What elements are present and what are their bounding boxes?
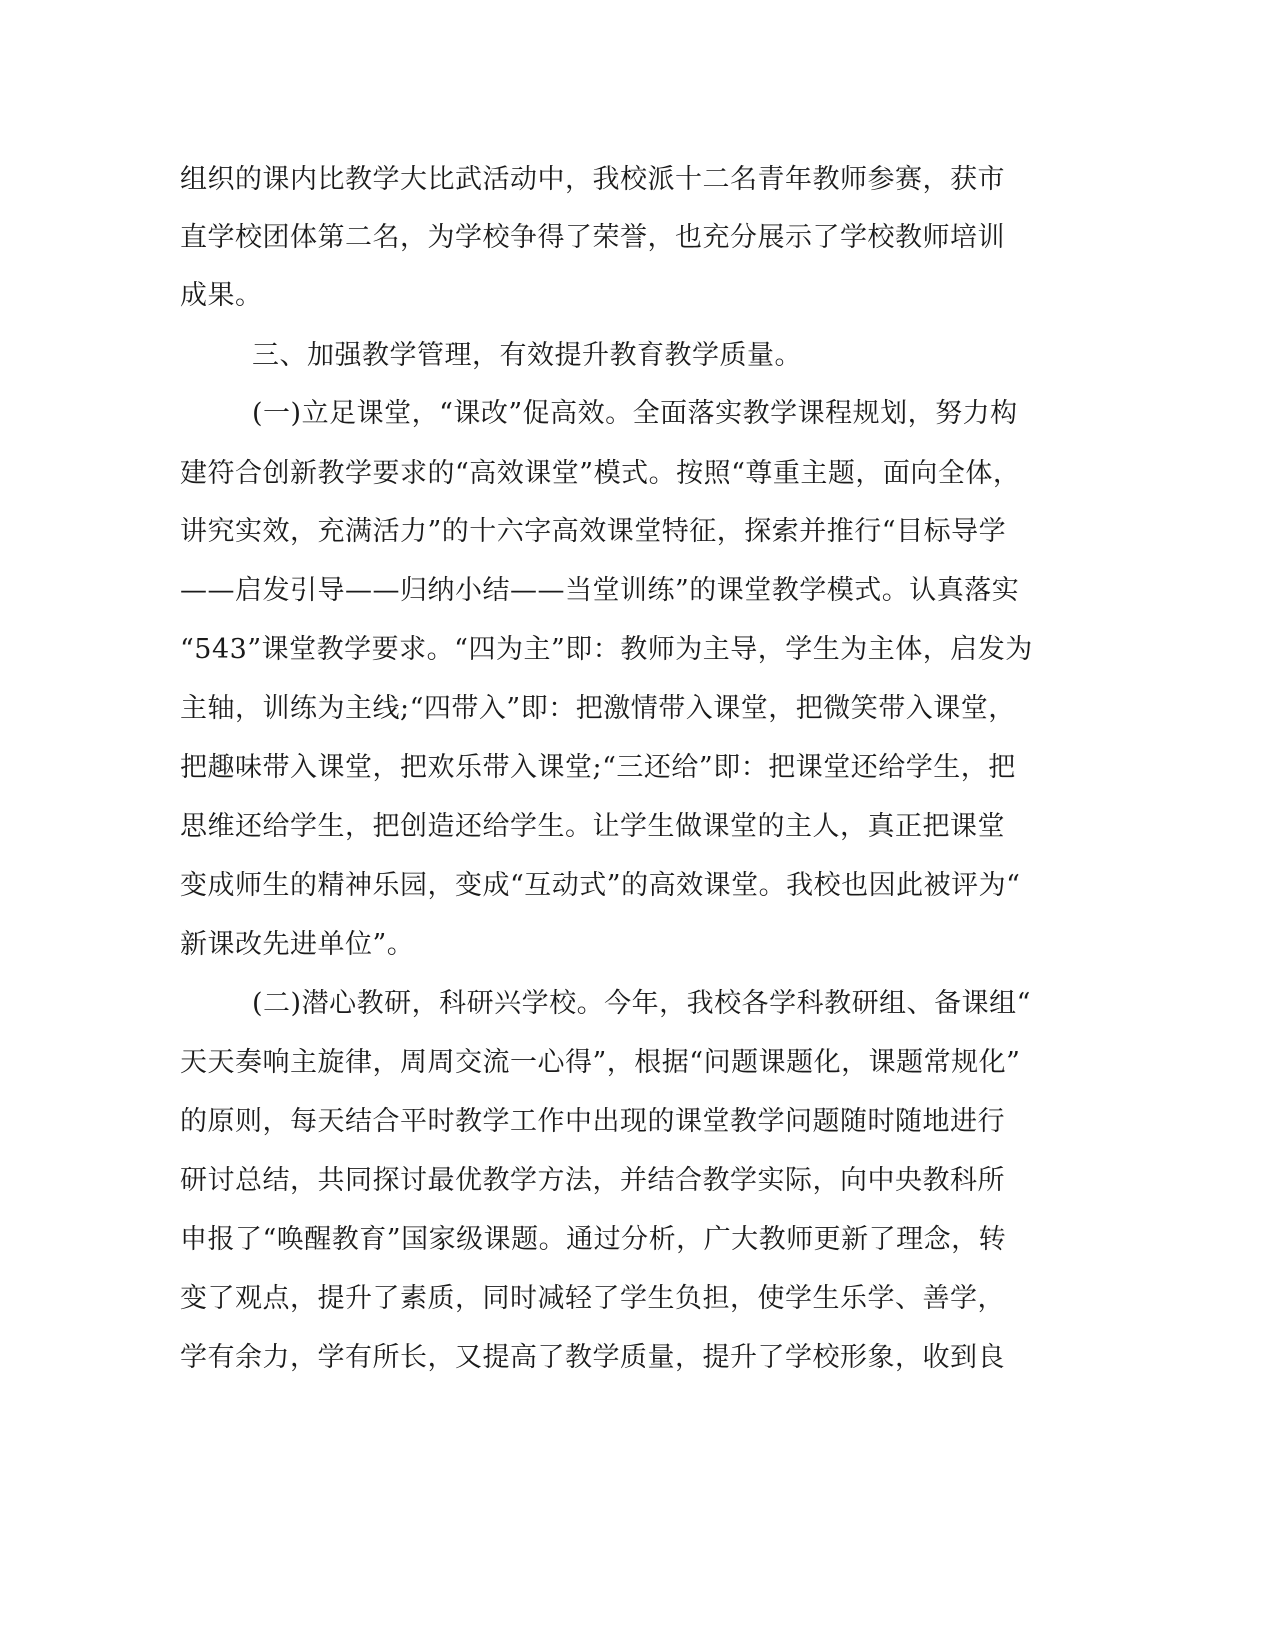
text-line-10: 主轴，训练为主线;“四带入”即：把激情带入课堂，把微笑带入课堂， [180,693,1016,724]
text-line-16: 天天奏响主旋律，周周交流一心得”，根据“问题课题化，课题常规化” [180,1047,1021,1078]
text-line-3: 成果。 [180,280,263,311]
text-line-14: 新课改先进单位”。 [180,929,415,960]
text-line-2: 直学校团体第二名，为学校争得了荣誉，也充分展示了学校教师培训 [180,222,1005,253]
section-heading: 三、加强教学管理，有效提升教育教学质量。 [252,340,802,371]
text-line-1: 组织的课内比教学大比武活动中，我校派十二名青年教师参赛，获市 [180,164,1005,195]
text-line-12: 思维还给学生，把创造还给学生。让学生做课堂的主人，真正把课堂 [180,811,1005,842]
text-line-9: “543”课堂教学要求。“四为主”即：教师为主导，学生为主体，启发为 [180,634,1033,665]
text-line-8: ——启发引导——归纳小结——当堂训练”的课堂教学模式。认真落实 [180,575,1020,606]
text-line-11: 把趣味带入课堂，把欢乐带入课堂;“三还给”即：把课堂还给学生，把 [180,752,1016,783]
text-line-13: 变成师生的精神乐园，变成“互动式”的高效课堂。我校也因此被评为“ [180,870,1021,901]
text-line-21: 学有余力，学有所长，又提高了教学质量，提升了学校形象，收到良 [180,1342,1005,1373]
text-line-6: 建符合创新教学要求的“高效课堂”模式。按照“尊重主题，面向全体， [180,458,1021,489]
text-line-19: 申报了“唤醒教育”国家级课题。通过分析，广大教师更新了理念，转 [180,1224,1007,1255]
text-line-17: 的原则，每天结合平时教学工作中出现的课堂教学问题随时随地进行 [180,1106,1005,1137]
text-line-20: 变了观点，提升了素质，同时减轻了学生负担，使学生乐学、善学， [180,1283,1005,1314]
text-line-7: 讲究实效，充满活力”的十六字高效课堂特征，探索并推行“目标导学 [180,516,1007,547]
text-line-18: 研讨总结，共同探讨最优教学方法，并结合教学实际，向中央教科所 [180,1165,1005,1196]
text-line-15: (二)潜心教研，科研兴学校。今年，我校各学科教研组、备课组“ [252,988,1031,1019]
text-line-5: (一)立足课堂，“课改”促高效。全面落实教学课程规划，努力构 [252,398,1018,429]
